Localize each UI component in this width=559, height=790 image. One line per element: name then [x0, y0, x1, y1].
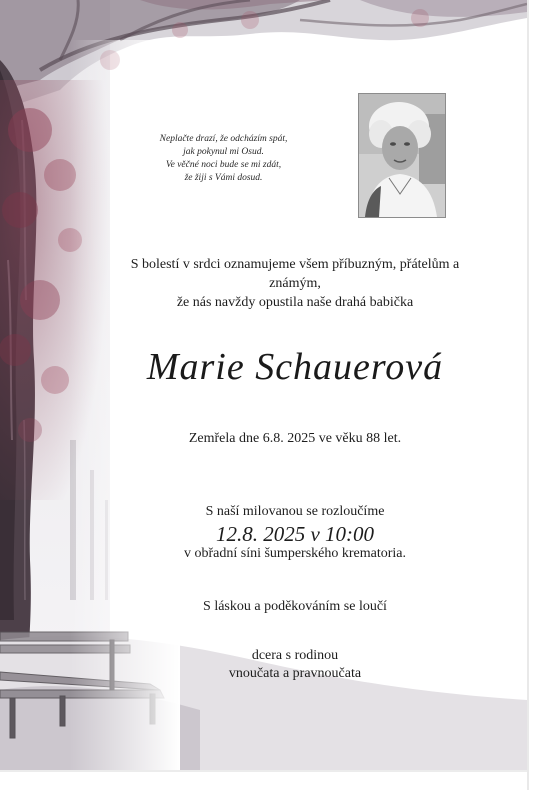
mourner: dcera s rodinou — [251, 648, 339, 663]
intro-line: známým, — [269, 276, 321, 291]
portrait-photo — [358, 93, 446, 218]
page-edge — [527, 0, 529, 790]
poem-line: jak pokynul mi Osud. — [183, 147, 264, 157]
intro-line: S bolestí v srdci oznamujeme všem příbuzným, přátelům a — [130, 257, 460, 272]
intro-line: že nás navždy opustila naše drahá babička — [176, 295, 414, 310]
mourners-list — [95, 647, 495, 683]
ceremony-place: v obřadní síni šumperského krematoria. — [183, 546, 406, 561]
page-bottom-edge — [0, 770, 527, 772]
memorial-poem — [126, 133, 321, 185]
death-info: Zemřela dne 6.8. 2025 ve věku 88 let. — [188, 431, 402, 446]
announcement-intro — [95, 255, 495, 312]
poem-line: že žiji s Vámi dosud. — [184, 173, 263, 183]
deceased-name: Marie Schauerová — [146, 346, 444, 388]
poem-line: Ve věčné noci bude se mi zdát, — [165, 160, 282, 170]
ceremony-intro: S naší milovanou se rozloučíme — [205, 504, 385, 519]
closing-line: S láskou a poděkováním se loučí — [203, 599, 387, 614]
mourner: vnoučata a pravnoučata — [228, 666, 362, 681]
ceremony-datetime: 12.8. 2025 v 10:00 — [215, 522, 375, 546]
poem-line: Neplačte drazí, že odcházím spát, — [159, 134, 288, 144]
